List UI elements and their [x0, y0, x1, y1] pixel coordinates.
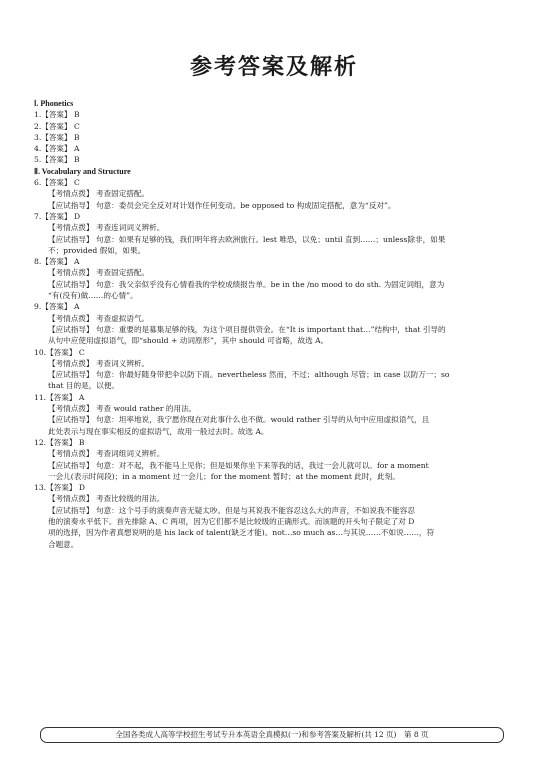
explanation-line: 【考情点拨】 考查连词词义辨析。 — [48, 223, 165, 233]
explanation-line: 【应试指导】 句意：坦率地说，我宁愿你现在对此事什么也不做。would rather 引导的从句中应用虚拟语气，且 — [48, 415, 430, 425]
explanation-line: 【应试指导】 句意：我父亲似乎没有心情看我的学校成绩报告单。be in the /no mood to do sth. 为固定词组，意为 — [48, 279, 445, 289]
explanation-line: 不；provided 假如，如果。 — [48, 245, 146, 255]
answer-line: 10.【答案】 C — [34, 347, 85, 357]
answer-line: 7.【答案】 D — [34, 211, 81, 221]
answer-line: 5.【答案】 B — [34, 155, 80, 165]
page-footer: 全国各类成人高等学校招生考试专升本英语全真模拟(一)和参考答案及解析(共 12 页) 第 8 页 — [40, 727, 504, 743]
section-heading: Ⅱ. Vocabulary and Structure — [34, 166, 131, 176]
explanation-line: 他的演奏水平低下。首先排除 A、C 两项，因为它们都不是比较级的正确形式。而该题的开头句子限定了对 D — [48, 516, 415, 526]
explanation-line: 【应试指导】 句意：如果有足够的钱，我们明年将去欧洲旅行。lest 唯恐，以免；until 直到……；unless除非，如果 — [48, 234, 446, 244]
answer-line: 3.【答案】 B — [34, 132, 80, 142]
explanation-line: “有(没有)做……的心情”。 — [48, 291, 138, 301]
explanation-line: 合题意。 — [48, 539, 79, 549]
answer-line: 6.【答案】 C — [34, 178, 80, 188]
explanation-line: 【应试指导】 句意：这个号手的演奏声音无疑太吵。但是与其说我不能容忍这么大的声音，不如说我不能容忍 — [48, 505, 415, 515]
answer-line: 12.【答案】 B — [34, 437, 85, 447]
explanation-line: 【考情点拨】 考查 would rather 的用法。 — [48, 404, 197, 414]
answer-line: 11.【答案】 A — [34, 392, 85, 402]
explanation-line: 【应试指导】 句意：你最好随身带把伞以防下雨。nevertheless 然而，不过；although 尽管；in case 以防万一；so — [48, 370, 450, 380]
explanation-line: that 目的是，以便。 — [48, 381, 120, 391]
answer-line: 9.【答案】 A — [34, 302, 80, 312]
explanation-line: 【考情点拨】 考查固定搭配。 — [48, 268, 150, 278]
section-heading: Ⅰ. Phonetics — [34, 99, 74, 108]
explanation-line: 从句中应使用虚拟语气，即“should + 动词原形”，其中 should 可省略，故选 A。 — [48, 336, 329, 346]
page-title: 参考答案及解析 — [189, 54, 358, 80]
explanation-line: 【考情点拨】 考查比较级的用法。 — [48, 494, 165, 504]
answer-content — [34, 98, 516, 550]
explanation-line: 【考情点拨】 考查词义辨析。 — [48, 358, 150, 368]
explanation-line: 【考情点拨】 考查虚拟语气。 — [48, 313, 150, 323]
explanation-line: 【考情点拨】 考查固定搭配。 — [48, 189, 150, 199]
answer-line: 1.【答案】 B — [34, 110, 80, 120]
explanation-line: 【应试指导】 句意：对不起，我不能马上见你；但是如果你坐下来等我的话，我过一会儿就可以。for a moment — [48, 460, 429, 470]
explanation-line: 【应试指导】 句意：委员会完全反对对计划作任何变动。be opposed to 构成固定搭配，意为“反对”。 — [48, 200, 396, 210]
answer-line: 8.【答案】 A — [34, 257, 80, 267]
explanation-line: 【考情点拨】 考查词组词义辨析。 — [48, 449, 165, 459]
answer-line: 2.【答案】 C — [34, 121, 80, 131]
explanation-line: 此处表示与现在事实相反的虚拟语气，故用一般过去时。故选 A。 — [48, 426, 269, 436]
answer-line: 4.【答案】 A — [34, 144, 80, 154]
explanation-line: 一会儿(表示时间段)；in a moment 过一会儿；for the moment 暂时；at the moment 此时，此刻。 — [48, 471, 400, 481]
explanation-line: 【应试指导】 句意：重要的是募集足够的钱，为这个项目提供资金。在“It is important that…”结构中，that 引导的 — [48, 324, 446, 334]
answer-line: 13.【答案】 D — [34, 483, 85, 493]
explanation-line: 项的选择，因为作者真想说明的是 his lack of talent(缺乏才能)。not…so much as…与其说……不如说……，符 — [48, 528, 435, 538]
